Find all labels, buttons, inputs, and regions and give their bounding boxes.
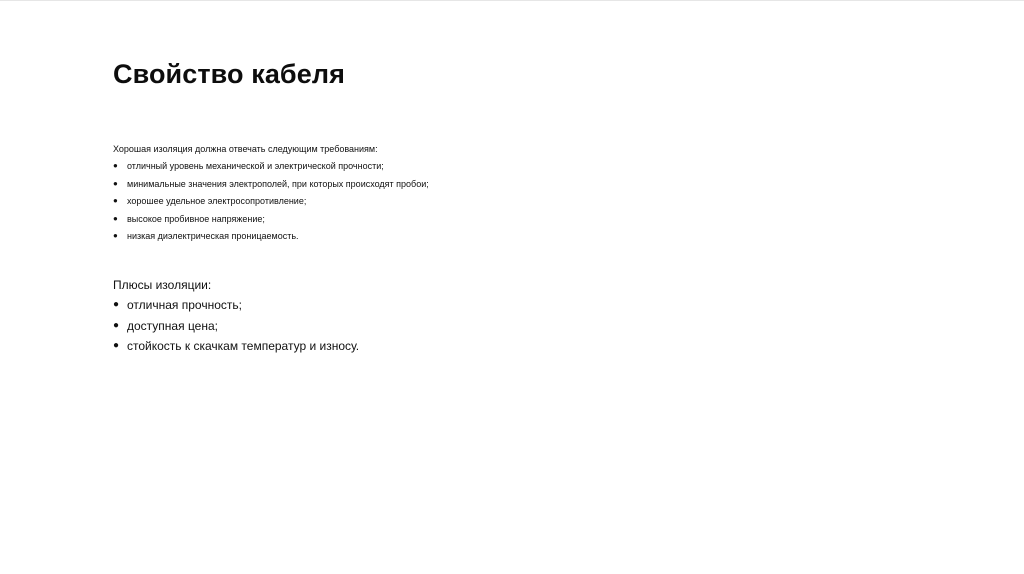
list-item-text: низкая диэлектрическая проницаемость.	[127, 231, 299, 241]
pros-block	[113, 277, 713, 359]
bullet-icon: ●	[113, 213, 118, 223]
list-item-text: доступная цена;	[127, 318, 218, 333]
bullet-icon: ●	[113, 178, 118, 188]
list-item-text: высокое пробивное напряжение;	[127, 213, 265, 224]
bullet-icon: ●	[113, 231, 118, 240]
list-item	[113, 338, 713, 359]
bullet-icon: ●	[113, 196, 118, 205]
requirements-intro: Хорошая изоляция должна отвечать следующим требованиям:	[113, 144, 378, 154]
list-item-text: хорошее удельное электросопротивление;	[127, 196, 307, 206]
bullet-icon: ●	[113, 299, 120, 310]
list-item-text: отличная прочность;	[127, 298, 242, 312]
list-item	[113, 178, 713, 196]
list-item-text: минимальные значения электрополей, при которых происходят пробои;	[127, 178, 429, 189]
requirements-list	[113, 160, 713, 248]
list-item	[113, 230, 713, 248]
bullet-icon: ●	[113, 340, 120, 351]
slide-title: Свойство кабеля	[113, 59, 345, 89]
list-item	[113, 318, 713, 339]
requirements-block	[113, 143, 713, 248]
list-item	[113, 297, 713, 318]
bullet-icon: ●	[113, 319, 120, 331]
bullet-icon: ●	[113, 161, 118, 170]
list-item	[113, 195, 713, 213]
list-item	[113, 160, 713, 178]
list-item-text: стойкость к скачкам температур и износу.	[127, 339, 360, 353]
list-item-text: отличный уровень механической и электрической прочности;	[127, 161, 384, 171]
list-item	[113, 213, 713, 231]
pros-list	[113, 297, 713, 359]
pros-intro: Плюсы изоляции:	[113, 278, 212, 292]
